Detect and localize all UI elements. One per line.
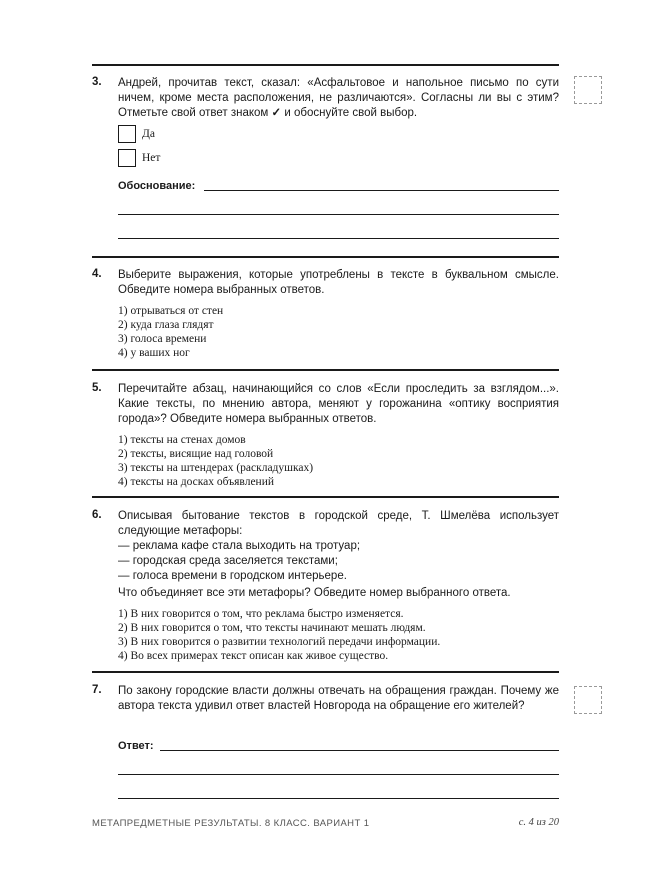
- answer-line[interactable]: [160, 750, 559, 751]
- answer-option[interactable]: 4) у ваших ног: [118, 347, 190, 359]
- justification-label: Обоснование:: [118, 180, 196, 192]
- answer-options: [118, 433, 559, 489]
- question-text: Андрей, прочитав текст, сказал: «Асфальтовое и напольное письмо по сути ничем, кроме места расположения, не различаются». Согласны ли вы с этим? Отметьте свой ответ знаком ✓ и обоснуйте свой выбор.: [118, 77, 559, 119]
- answer-option[interactable]: 1) тексты на стенах домов: [118, 434, 246, 446]
- yes-checkbox[interactable]: [118, 125, 136, 143]
- question-3: [92, 76, 559, 121]
- answer-options: [118, 607, 559, 663]
- answer-options: [118, 304, 559, 360]
- answer-line[interactable]: [118, 798, 559, 799]
- question-number: 3.: [92, 76, 102, 88]
- question-text: Выберите выражения, которые употреблены в тексте в буквальном смысле. Обведите номера выбранных ответов.: [118, 269, 559, 296]
- answer-label: Ответ:: [118, 740, 154, 752]
- question-6: [92, 509, 559, 663]
- question-number: 7.: [92, 684, 102, 696]
- answer-option[interactable]: 1) В них говорится о том, что реклама быстро изменяется.: [118, 608, 404, 620]
- section-divider: [92, 256, 559, 258]
- score-box[interactable]: [574, 686, 602, 714]
- check-mark-icon: ✓: [271, 107, 282, 119]
- metaphor-item: — голоса времени в городском интерьере.: [118, 570, 347, 582]
- page-number: с. 4 из 20: [518, 817, 559, 828]
- score-box[interactable]: [574, 76, 602, 104]
- metaphor-list: [118, 539, 559, 584]
- section-divider: [92, 496, 559, 498]
- question-number: 6.: [92, 509, 102, 521]
- question-text: Описывая бытование текстов в городской среде, Т. Шмелёва использует следующие метафоры:: [118, 510, 559, 537]
- answer-option[interactable]: 3) В них говорится о развитии технологий передачи информации.: [118, 636, 441, 648]
- question-4: [92, 268, 559, 360]
- answer-option[interactable]: 3) тексты на штендерах (раскладушках): [118, 462, 314, 474]
- section-divider: [92, 671, 559, 673]
- answer-option[interactable]: 1) отрываться от стен: [118, 305, 224, 317]
- question-subtext: Что объединяет все эти метафоры? Обведите номер выбранного ответа.: [118, 587, 511, 599]
- footer-title: МЕТАПРЕДМЕТНЫЕ РЕЗУЛЬТАТЫ. 8 КЛАСС. ВАРИАНТ 1: [92, 818, 370, 829]
- justification-line[interactable]: [118, 238, 559, 239]
- no-label: Нет: [142, 152, 161, 164]
- no-checkbox[interactable]: [118, 149, 136, 167]
- answer-option[interactable]: 4) Во всех примерах текст описан как живое существо.: [118, 650, 389, 662]
- question-7: [92, 684, 559, 714]
- section-divider: [92, 64, 559, 66]
- justification-line[interactable]: [204, 190, 559, 191]
- metaphor-item: — реклама кафе стала выходить на тротуар;: [118, 540, 361, 552]
- answer-option[interactable]: 2) В них говорится о том, что тексты начинают мешать людям.: [118, 622, 426, 634]
- justification-line[interactable]: [118, 214, 559, 215]
- section-divider: [92, 369, 559, 371]
- answer-option[interactable]: 3) голоса времени: [118, 333, 207, 345]
- metaphor-item: — городская среда заселяется текстами;: [118, 555, 338, 567]
- question-text: По закону городские власти должны отвечать на обращения граждан. Почему же автора текста удивил ответ властей Новгорода на обращение его жителей?: [118, 685, 559, 712]
- yes-label: Да: [142, 128, 155, 140]
- question-number: 5.: [92, 382, 102, 394]
- answer-option[interactable]: 2) куда глаза глядят: [118, 319, 214, 331]
- answer-option[interactable]: 2) тексты, висящие над головой: [118, 448, 274, 460]
- answer-line[interactable]: [118, 774, 559, 775]
- question-5: [92, 382, 559, 489]
- question-text: Перечитайте абзац, начинающийся со слов «Если проследить за взглядом...». Какие тексты, по мнению автора, меняют у горожанина «оптику восприятия города»? Обведите номера выбранных ответов.: [118, 383, 559, 425]
- question-number: 4.: [92, 268, 102, 280]
- answer-option[interactable]: 4) тексты на досках объявлений: [118, 476, 275, 488]
